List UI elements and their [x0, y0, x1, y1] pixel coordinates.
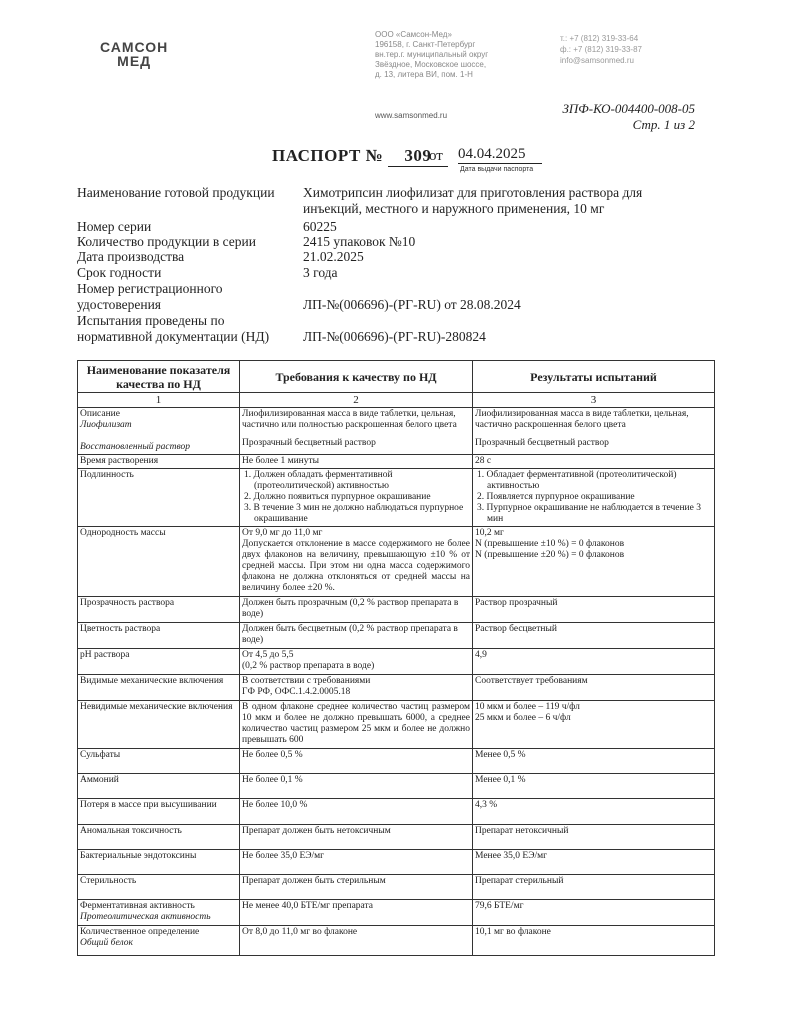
row-name: Бактериальные эндотоксины [78, 850, 240, 875]
row-requirement: В одном флаконе среднее количество частиц размером 10 мкм и более не должно превышать 6000, а среднее количество частиц размером 25 мкм и более не должно превышать 600 [240, 701, 473, 749]
quantity-label: Количество продукции в серии [77, 234, 256, 249]
registration-value: ЛП-№(006696)-(РГ-RU) от 28.08.2024 [303, 297, 521, 312]
row-sub-lyophilizate: Лиофилизат [80, 420, 132, 430]
row-result: Менее 35,0 ЕЭ/мг [473, 850, 715, 875]
product-name-label: Наименование готовой продукции [77, 185, 275, 200]
row-requirement [240, 649, 473, 675]
row-name-text: Описание [80, 409, 120, 419]
column-number: 3 [473, 393, 715, 408]
row-result: Менее 0,5 % [473, 749, 715, 774]
row-name: Невидимые механические включения [78, 701, 240, 749]
row-name: Однородность массы [78, 527, 240, 597]
header-requirements: Требования к качеству по НД [240, 361, 473, 393]
table-row [78, 850, 715, 875]
table-row [78, 875, 715, 900]
result-item: 1. Обладает ферментативной (протеолитической) активностью [477, 470, 677, 491]
row-name: Цветность раствора [78, 623, 240, 649]
company-logo [100, 40, 168, 68]
row-requirement: Не более 0,5 % [240, 749, 473, 774]
row-sub: Общий белок [80, 938, 133, 948]
requirement-text: ГФ РФ, ОФС.1.4.2.0005.18 [242, 687, 351, 697]
row-result: 28 с [473, 455, 715, 469]
requirement-text: От 9,0 мг до 11,0 мг [242, 528, 323, 538]
row-name [78, 408, 240, 455]
row-name: Время растворения [78, 455, 240, 469]
row-result [473, 527, 715, 597]
table-row [78, 701, 715, 749]
tests-label-1: Испытания проведены по [77, 313, 225, 328]
production-date-label: Дата производства [77, 249, 185, 264]
logo-line-1: САМСОН [100, 39, 169, 55]
phone-line: т.: +7 (812) 319-33-64 [560, 34, 639, 43]
passport-number: 309 [388, 146, 448, 167]
product-name-value-1: Химотрипсин лиофилизат для приготовления раствора для [303, 185, 643, 200]
row-requirement: Должен быть прозрачным (0,2 % раствор препарата в воде) [240, 597, 473, 623]
requirement-text: (0,2 % раствор препарата в воде) [242, 661, 375, 671]
shelf-life-value: 3 года [303, 265, 338, 280]
passport-title-label: ПАСПОРТ № [272, 146, 384, 165]
row-sub: Протеолитическая активность [80, 912, 211, 922]
row-name [78, 926, 240, 956]
row-requirement: Препарат должен быть стерильным [240, 875, 473, 900]
row-sub-solution: Восстановленный раствор [80, 442, 190, 452]
row-name [78, 900, 240, 926]
series-label: Номер серии [77, 219, 152, 234]
fax-line: ф.: +7 (812) 319-33-87 [560, 45, 642, 54]
company-website: www.samsonmed.ru [375, 111, 448, 120]
page-info: Стр. 1 из 2 [632, 117, 695, 132]
row-result: 10,1 мг во флаконе [473, 926, 715, 956]
row-result: Менее 0,1 % [473, 774, 715, 799]
company-address [375, 30, 488, 80]
registration-label-1: Номер регистрационного [77, 281, 223, 296]
tests-label-2: нормативной документации (НД) [77, 329, 270, 344]
result-item: 2. Появляется пурпурное окрашивание [477, 492, 635, 502]
row-result: Соответствует требованиям [473, 675, 715, 701]
company-line: д. 13, литера ВИ, пом. 1-Н [375, 70, 473, 79]
row-result [473, 701, 715, 749]
row-name: Видимые механические включения [78, 675, 240, 701]
header-results: Результаты испытаний [473, 361, 715, 393]
company-line: 196158, г. Санкт-Петербург [375, 40, 476, 49]
company-contacts [560, 33, 642, 66]
logo-line-2: МЕД [117, 53, 152, 69]
row-requirement: Не более 0,1 % [240, 774, 473, 799]
row-requirement: Не более 1 минуты [240, 455, 473, 469]
table-row [78, 597, 715, 623]
table-header-row [78, 361, 715, 393]
table-row [78, 649, 715, 675]
row-requirement: Не менее 40,0 БТЕ/мг препарата [240, 900, 473, 926]
series-value: 60225 [303, 219, 337, 234]
header-indicator: Наименование показателя качества по НД [78, 361, 240, 393]
result-text: 25 мкм и более – 6 ч/фл [475, 713, 571, 723]
row-result: 79,6 БТЕ/мг [473, 900, 715, 926]
column-number-row [78, 393, 715, 408]
row-name: pH раствора [78, 649, 240, 675]
row-name-text: Ферментативная активность [80, 901, 195, 911]
result-item: 3. Пурпурное окрашивание не наблюдается в течение 3 мин [477, 503, 701, 524]
row-requirement: Не более 10,0 % [240, 799, 473, 825]
table-row [78, 675, 715, 701]
column-number: 2 [240, 393, 473, 408]
document-code: ЗПФ-КО-004400-008-05 [562, 101, 695, 116]
row-name: Аномальная токсичность [78, 825, 240, 850]
registration-label-2: удостоверения [77, 297, 162, 312]
row-result [473, 408, 715, 455]
row-requirement [240, 527, 473, 597]
passport-title [272, 146, 448, 167]
row-result: Препарат стерильный [473, 875, 715, 900]
table-row [78, 799, 715, 825]
table-row [78, 408, 715, 455]
passport-from-label: от [429, 148, 443, 164]
table-row [78, 774, 715, 799]
table-row [78, 623, 715, 649]
quality-table [77, 360, 715, 956]
result-text: Прозрачный бесцветный раствор [475, 438, 609, 448]
requirement-item: 1. Должен обладать ферментативной (протеолитической) активностью [244, 470, 393, 491]
result-text: 10 мкм и более – 119 ч/фл [475, 702, 580, 712]
requirement-text: От 4,5 до 5,5 [242, 650, 294, 660]
row-name: Потеря в массе при высушивании [78, 799, 240, 825]
row-name: Аммоний [78, 774, 240, 799]
table-row [78, 455, 715, 469]
row-requirement [240, 408, 473, 455]
row-requirement: Не более 35,0 ЕЭ/мг [240, 850, 473, 875]
requirement-text: Допускается отклонение в массе содержимого не более двух флаконов на величину, превышающую ±10 % от средней массы. При этом ни одна масса содержимого флакона не должна отклоняться от средней массы на величину более ±20 %. [242, 539, 470, 593]
quantity-value: 2415 упаковок №10 [303, 234, 416, 249]
row-requirement [240, 469, 473, 527]
requirement-item: 3. В течение 3 мин не должно наблюдаться пурпурное окрашивание [244, 503, 464, 524]
table-row [78, 926, 715, 956]
shelf-life-label: Срок годности [77, 265, 162, 280]
result-text: Лиофилизированная масса в виде таблетки, цельная, частично раскрошенная белого цвета [475, 409, 689, 430]
table-row [78, 469, 715, 527]
row-result [473, 469, 715, 527]
row-result: Раствор бесцветный [473, 623, 715, 649]
row-result: 4,3 % [473, 799, 715, 825]
company-line: ООО «Самсон-Мед» [375, 30, 452, 39]
row-result: Препарат нетоксичный [473, 825, 715, 850]
row-requirement: От 8,0 до 11,0 мг во флаконе [240, 926, 473, 956]
result-text: 10,2 мг [475, 528, 504, 538]
row-name-text: Количественное определение [80, 927, 200, 937]
row-requirement: Должен быть бесцветным (0,2 % раствор препарата в воде) [240, 623, 473, 649]
company-line: вн.тер.г. муниципальный округ [375, 50, 489, 59]
result-text: N (превышение ±20 %) = 0 флаконов [475, 550, 625, 560]
table-row [78, 825, 715, 850]
row-result: Раствор прозрачный [473, 597, 715, 623]
row-result: 4,9 [473, 649, 715, 675]
product-name-value-2: инъекций, местного и наружного применения, 10 мг [303, 201, 605, 216]
tests-value: ЛП-№(006696)-(РГ-RU)-280824 [303, 329, 486, 344]
row-name: Сульфаты [78, 749, 240, 774]
row-name: Подлинность [78, 469, 240, 527]
result-text: N (превышение ±10 %) = 0 флаконов [475, 539, 625, 549]
row-name: Прозрачность раствора [78, 597, 240, 623]
passport-date-caption: Дата выдачи паспорта [460, 166, 534, 173]
row-requirement [240, 675, 473, 701]
table-row [78, 749, 715, 774]
requirement-text: В соответствии с требованиями [242, 676, 371, 686]
requirement-text: Прозрачный бесцветный раствор [242, 438, 376, 448]
requirement-item: 2. Должно появиться пурпурное окрашивание [244, 492, 431, 502]
column-number: 1 [78, 393, 240, 408]
table-row [78, 900, 715, 926]
row-name: Стерильность [78, 875, 240, 900]
production-date-value: 21.02.2025 [303, 249, 364, 264]
document-code-block [562, 101, 695, 133]
row-requirement: Препарат должен быть нетоксичным [240, 825, 473, 850]
table-row [78, 527, 715, 597]
email-line: info@samsonmed.ru [560, 56, 634, 65]
company-line: Звёздное, Московское шоссе, [375, 60, 487, 69]
requirement-text: Лиофилизированная масса в виде таблетки, цельная, частично или полностью раскрошенная белого цвета [242, 409, 457, 430]
passport-date: 04.04.2025 [458, 146, 542, 164]
